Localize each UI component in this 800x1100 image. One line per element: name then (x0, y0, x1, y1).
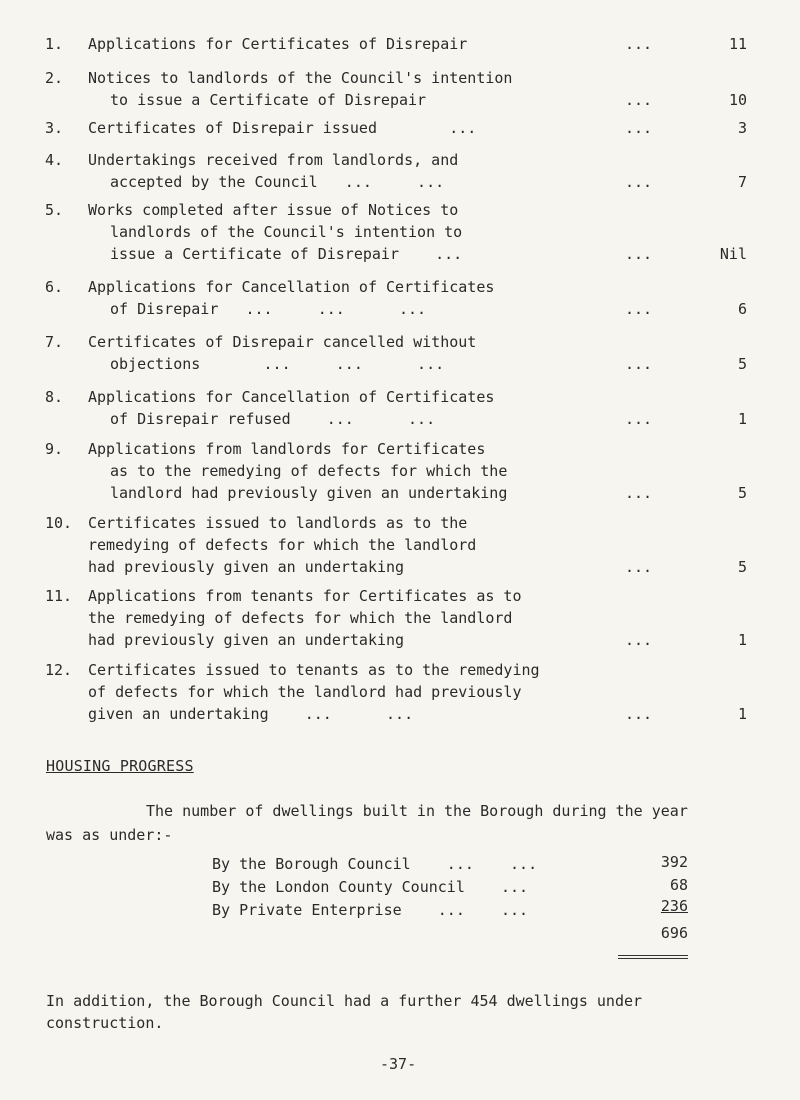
item-value: 6 (737, 300, 747, 318)
item-number: 3. (45, 119, 64, 137)
builder-value: 392 (660, 853, 688, 871)
item-number: 10. (45, 514, 73, 532)
builder-value: 236 (660, 897, 688, 915)
builder-label: By the Borough Council ... ... (212, 855, 538, 873)
item-value: 1 (737, 410, 747, 428)
addition-text: construction. (46, 1014, 164, 1032)
leader-dots: ... (625, 484, 653, 502)
item-text: Certificates of Disrepair issued ... (88, 119, 477, 137)
section-heading: HOUSING PROGRESS (46, 757, 194, 775)
leader-dots: ... (625, 558, 653, 576)
item-number: 5. (45, 201, 64, 219)
item-text: accepted by the Council ... ... (110, 173, 445, 191)
item-text: had previously given an undertaking (88, 558, 405, 576)
leader-dots: ... (625, 631, 653, 649)
item-text: landlords of the Council's intention to (110, 223, 463, 241)
item-text: Applications for Cancellation of Certificates (88, 278, 495, 296)
item-text: Certificates issued to tenants as to the remedying (88, 661, 540, 679)
item-text: objections ... ... ... (110, 355, 445, 373)
item-value: 10 (728, 91, 747, 109)
item-text: issue a Certificate of Disrepair ... (110, 245, 463, 263)
item-text: Undertakings received from landlords, and (88, 151, 459, 169)
intro-text: The number of dwellings built in the Borough during the year (146, 802, 688, 820)
item-number: 2. (45, 69, 64, 87)
addition-text: In addition, the Borough Council had a further 454 dwellings under (46, 992, 643, 1010)
total-value: 696 (660, 924, 688, 942)
item-number: 11. (45, 587, 73, 605)
item-text: Applications from landlords for Certificates (88, 440, 486, 458)
builder-value: 68 (669, 876, 688, 894)
item-value: 5 (737, 484, 747, 502)
item-text: as to the remedying of defects for which the (110, 462, 508, 480)
item-text: had previously given an undertaking (88, 631, 405, 649)
item-value: 5 (737, 355, 747, 373)
leader-dots: ... (625, 91, 653, 109)
item-text: of defects for which the landlord had previously (88, 683, 522, 701)
item-text: to issue a Certificate of Disrepair (110, 91, 427, 109)
item-number: 9. (45, 440, 64, 458)
item-number: 12. (45, 661, 73, 679)
builder-label: By Private Enterprise ... ... (212, 901, 529, 919)
item-text: Works completed after issue of Notices to (88, 201, 459, 219)
leader-dots: ... (625, 245, 653, 263)
leader-dots: ... (625, 119, 653, 137)
intro-text: was as under:- (46, 826, 173, 844)
item-text: Applications for Cancellation of Certificates (88, 388, 495, 406)
double-rule (618, 955, 688, 956)
item-text: remedying of defects for which the landlord (88, 536, 477, 554)
item-text: Notices to landlords of the Council's intention (88, 69, 513, 87)
item-text: of Disrepair refused ... ... (110, 410, 436, 428)
item-value: 7 (737, 173, 747, 191)
item-text: the remedying of defects for which the landlord (88, 609, 513, 627)
leader-dots: ... (625, 410, 653, 428)
leader-dots: ... (625, 705, 653, 723)
item-text: given an undertaking ... ... (88, 705, 414, 723)
page-number: -37- (380, 1055, 417, 1073)
item-number: 1. (45, 35, 64, 53)
item-value: 1 (737, 631, 747, 649)
item-text: Applications from tenants for Certificates as to (88, 587, 522, 605)
item-number: 7. (45, 333, 64, 351)
leader-dots: ... (625, 35, 653, 53)
item-value: 5 (737, 558, 747, 576)
leader-dots: ... (625, 300, 653, 318)
builder-label: By the London County Council ... (212, 878, 529, 896)
item-text: of Disrepair ... ... ... (110, 300, 427, 318)
item-value: 3 (737, 119, 747, 137)
item-text: landlord had previously given an undertaking (110, 484, 508, 502)
item-text: Certificates issued to landlords as to the (88, 514, 468, 532)
item-text: Applications for Certificates of Disrepair (88, 35, 468, 53)
double-rule (618, 958, 688, 959)
item-number: 6. (45, 278, 64, 296)
item-text: Certificates of Disrepair cancelled without (88, 333, 477, 351)
item-value: Nil (719, 245, 747, 263)
leader-dots: ... (625, 355, 653, 373)
item-value: 11 (728, 35, 747, 53)
leader-dots: ... (625, 173, 653, 191)
item-number: 4. (45, 151, 64, 169)
item-number: 8. (45, 388, 64, 406)
item-value: 1 (737, 705, 747, 723)
